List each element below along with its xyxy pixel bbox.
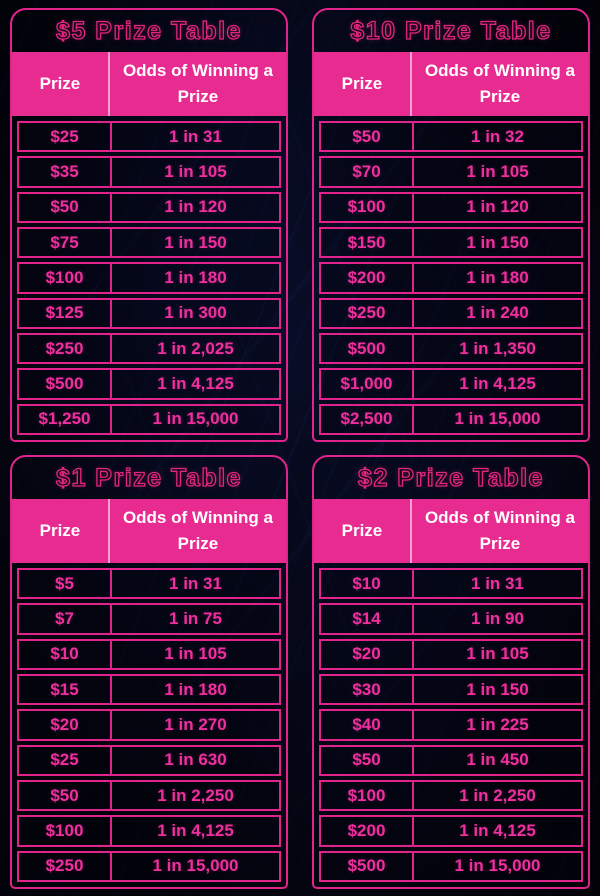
odds-cell: 1 in 450	[412, 747, 581, 774]
prize-cell: $500	[45, 373, 84, 393]
table-row	[319, 639, 583, 670]
prize-cell: $100	[347, 785, 386, 805]
table-row	[319, 674, 583, 705]
odds-cell: 1 in 2,250	[110, 782, 279, 809]
table-row	[319, 851, 583, 882]
table-row	[17, 156, 281, 187]
prize-cell: $250	[45, 856, 84, 876]
table-row	[17, 262, 281, 293]
odds-cell: 1 in 31	[110, 123, 279, 150]
odds-cell: 1 in 120	[412, 194, 581, 221]
table-row	[17, 639, 281, 670]
table-header-row	[12, 499, 286, 563]
table-row	[17, 333, 281, 364]
prize-table-5-dollar	[10, 8, 288, 442]
odds-cell: 1 in 180	[110, 676, 279, 703]
prize-table-1-title: $1 Prize Table	[56, 463, 242, 492]
prize-table-2-dollar	[312, 455, 590, 889]
table-row	[17, 568, 281, 599]
odds-cell: 1 in 2,025	[110, 335, 279, 362]
table-row	[17, 674, 281, 705]
table-row	[17, 192, 281, 223]
prize-cell: $30	[352, 679, 381, 699]
table-row	[319, 603, 583, 634]
table-row	[17, 298, 281, 329]
prize-cell: $100	[45, 820, 84, 840]
table-header-row	[314, 499, 588, 563]
odds-cell: 1 in 105	[110, 158, 279, 185]
odds-cell: 1 in 105	[110, 641, 279, 668]
prize-cell: $200	[347, 267, 386, 287]
table-header-row	[314, 52, 588, 116]
odds-cell: 1 in 150	[110, 229, 279, 256]
odds-cell: 1 in 90	[412, 605, 581, 632]
table-row	[17, 851, 281, 882]
prize-cell: $2,500	[340, 409, 393, 429]
odds-cell: 1 in 15,000	[110, 406, 279, 433]
prize-cell: $25	[50, 126, 79, 146]
prize-cell: $50	[352, 750, 381, 770]
prize-column-header: Prize	[341, 520, 383, 540]
table-row	[319, 815, 583, 846]
table-row	[319, 780, 583, 811]
table-row	[319, 404, 583, 435]
odds-column-header: Odds of Winning a Prize	[108, 52, 286, 116]
table-row	[17, 745, 281, 776]
table-row	[319, 709, 583, 740]
odds-cell: 1 in 4,125	[110, 370, 279, 397]
prize-table-5-title: $5 Prize Table	[56, 16, 242, 45]
table-header-row	[12, 52, 286, 116]
odds-cell: 1 in 31	[110, 570, 279, 597]
odds-cell: 1 in 180	[412, 264, 581, 291]
odds-cell: 1 in 15,000	[110, 853, 279, 880]
prize-column-header: Prize	[341, 73, 383, 93]
table-row	[319, 298, 583, 329]
odds-cell: 1 in 15,000	[412, 406, 581, 433]
table-row	[319, 368, 583, 399]
prize-cell: $50	[352, 126, 381, 146]
prize-cell: $250	[347, 303, 386, 323]
odds-cell: 1 in 31	[412, 570, 581, 597]
prize-cell: $70	[352, 161, 381, 181]
table-row	[17, 121, 281, 152]
odds-cell: 1 in 4,125	[110, 817, 279, 844]
prize-cell: $15	[50, 679, 79, 699]
table-row	[319, 333, 583, 364]
prize-cell: $14	[352, 608, 381, 628]
prize-column-header: Prize	[39, 520, 81, 540]
prize-cell: $5	[55, 573, 74, 593]
prize-cell: $1,250	[38, 409, 91, 429]
prize-cell: $10	[50, 644, 79, 664]
odds-cell: 1 in 15,000	[412, 853, 581, 880]
prize-cell: $100	[347, 197, 386, 217]
prize-column-header: Prize	[39, 73, 81, 93]
table-row	[17, 368, 281, 399]
odds-cell: 1 in 120	[110, 194, 279, 221]
table-row	[319, 568, 583, 599]
odds-cell: 1 in 300	[110, 300, 279, 327]
prize-cell: $7	[55, 608, 74, 628]
odds-cell: 1 in 32	[412, 123, 581, 150]
odds-cell: 1 in 150	[412, 229, 581, 256]
table-rows	[314, 116, 588, 440]
table-row	[17, 404, 281, 435]
odds-column-header: Odds of Winning a Prize	[108, 499, 286, 563]
prize-cell: $125	[45, 303, 84, 323]
odds-cell: 1 in 180	[110, 264, 279, 291]
prize-cell: $75	[50, 232, 79, 252]
odds-cell: 1 in 1,350	[412, 335, 581, 362]
odds-cell: 1 in 630	[110, 747, 279, 774]
table-row	[17, 815, 281, 846]
odds-cell: 1 in 4,125	[412, 370, 581, 397]
prize-cell: $1,000	[340, 373, 393, 393]
table-row	[17, 603, 281, 634]
table-rows	[314, 563, 588, 887]
prize-cell: $35	[50, 161, 79, 181]
prize-cell: $25	[50, 750, 79, 770]
odds-cell: 1 in 240	[412, 300, 581, 327]
prize-cell: $50	[50, 197, 79, 217]
odds-cell: 1 in 105	[412, 641, 581, 668]
table-row	[319, 156, 583, 187]
table-rows	[12, 563, 286, 887]
prize-cell: $20	[50, 714, 79, 734]
table-row	[319, 745, 583, 776]
table-row	[319, 121, 583, 152]
prize-cell: $200	[347, 820, 386, 840]
table-row	[17, 227, 281, 258]
prize-table-10-title: $10 Prize Table	[350, 16, 552, 45]
prize-cell: $50	[50, 785, 79, 805]
prize-table-1-dollar	[10, 455, 288, 889]
prize-cell: $10	[352, 573, 381, 593]
table-row	[319, 227, 583, 258]
odds-cell: 1 in 105	[412, 158, 581, 185]
prize-cell: $40	[352, 714, 381, 734]
prize-cell: $250	[45, 338, 84, 358]
table-row	[319, 192, 583, 223]
odds-cell: 1 in 270	[110, 711, 279, 738]
table-rows	[12, 116, 286, 440]
odds-column-header: Odds of Winning a Prize	[410, 499, 588, 563]
prize-cell: $20	[352, 644, 381, 664]
odds-cell: 1 in 75	[110, 605, 279, 632]
table-row	[17, 709, 281, 740]
prize-cell: $100	[45, 267, 84, 287]
prize-table-2-title: $2 Prize Table	[358, 463, 544, 492]
odds-column-header: Odds of Winning a Prize	[410, 52, 588, 116]
prize-cell: $500	[347, 856, 386, 876]
prize-table-10-dollar	[312, 8, 590, 442]
odds-cell: 1 in 225	[412, 711, 581, 738]
odds-cell: 1 in 2,250	[412, 782, 581, 809]
table-row	[319, 262, 583, 293]
odds-cell: 1 in 4,125	[412, 817, 581, 844]
odds-cell: 1 in 150	[412, 676, 581, 703]
table-row	[17, 780, 281, 811]
prize-cell: $150	[347, 232, 386, 252]
prize-cell: $500	[347, 338, 386, 358]
